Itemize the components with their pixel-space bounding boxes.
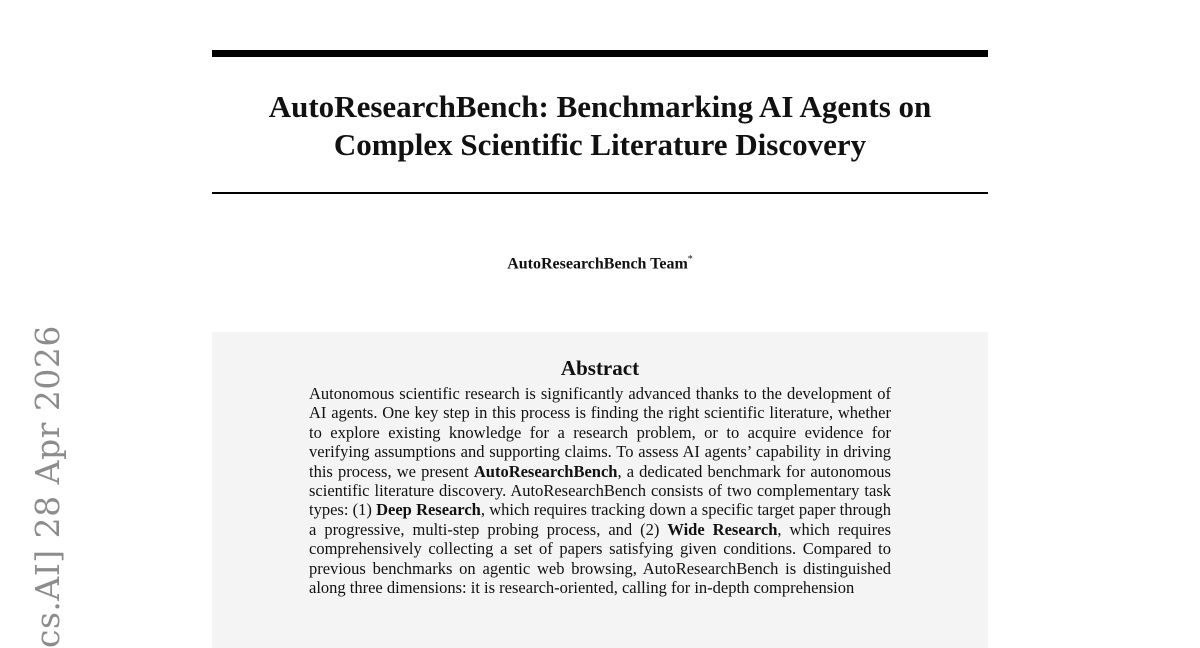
title-line-2: Complex Scientific Literature Discovery [333,127,867,162]
arxiv-side-stamp: cs.AI] 28 Apr 2026 [28,325,67,648]
paper-title [212,88,988,164]
wide-research-bold: Wide Research [667,519,778,539]
abstract-text [309,384,891,597]
abstract-segment: , which requires comprehensively collecting a set of papers satisfying given conditions. Compared to previous benchmarks on agentic web browsing, AutoResearchBench is distinguished along three dimensions: it is research-oriented, calling for in-depth comprehension [309,519,891,598]
deep-research-bold: Deep Research [376,500,481,520]
author-line [212,250,988,274]
abstract-segment: , a dedicated benchmark for autonomous scientific literature discovery. AutoResearchBench consists of two complementary task types: (1) [309,461,891,520]
abstract-box [212,332,988,648]
abstract-segment: , which requires tracking down a specific target paper through a progressive, multi-step probing process, and (2) [309,500,892,539]
title-top-rule [212,50,988,57]
benchmark-name-bold: AutoResearchBench [473,461,618,481]
title-bottom-rule [212,192,988,194]
author-footnote-mark: * [687,254,693,265]
title-line-1: AutoResearchBench: Benchmarking AI Agents on [268,89,932,124]
abstract-heading: Abstract [560,356,640,380]
abstract-segment: Autonomous scientific research is significantly advanced thanks to the development of AI agents. One key step in this process is finding the right scientific literature, whether to explore existing knowledge for a research problem, or to acquire evidence for verifying assumptions and supporting claims. To assess AI agents’ capability in driving this process, we present [309,384,891,481]
author-name: AutoResearchBench Team [507,255,688,273]
